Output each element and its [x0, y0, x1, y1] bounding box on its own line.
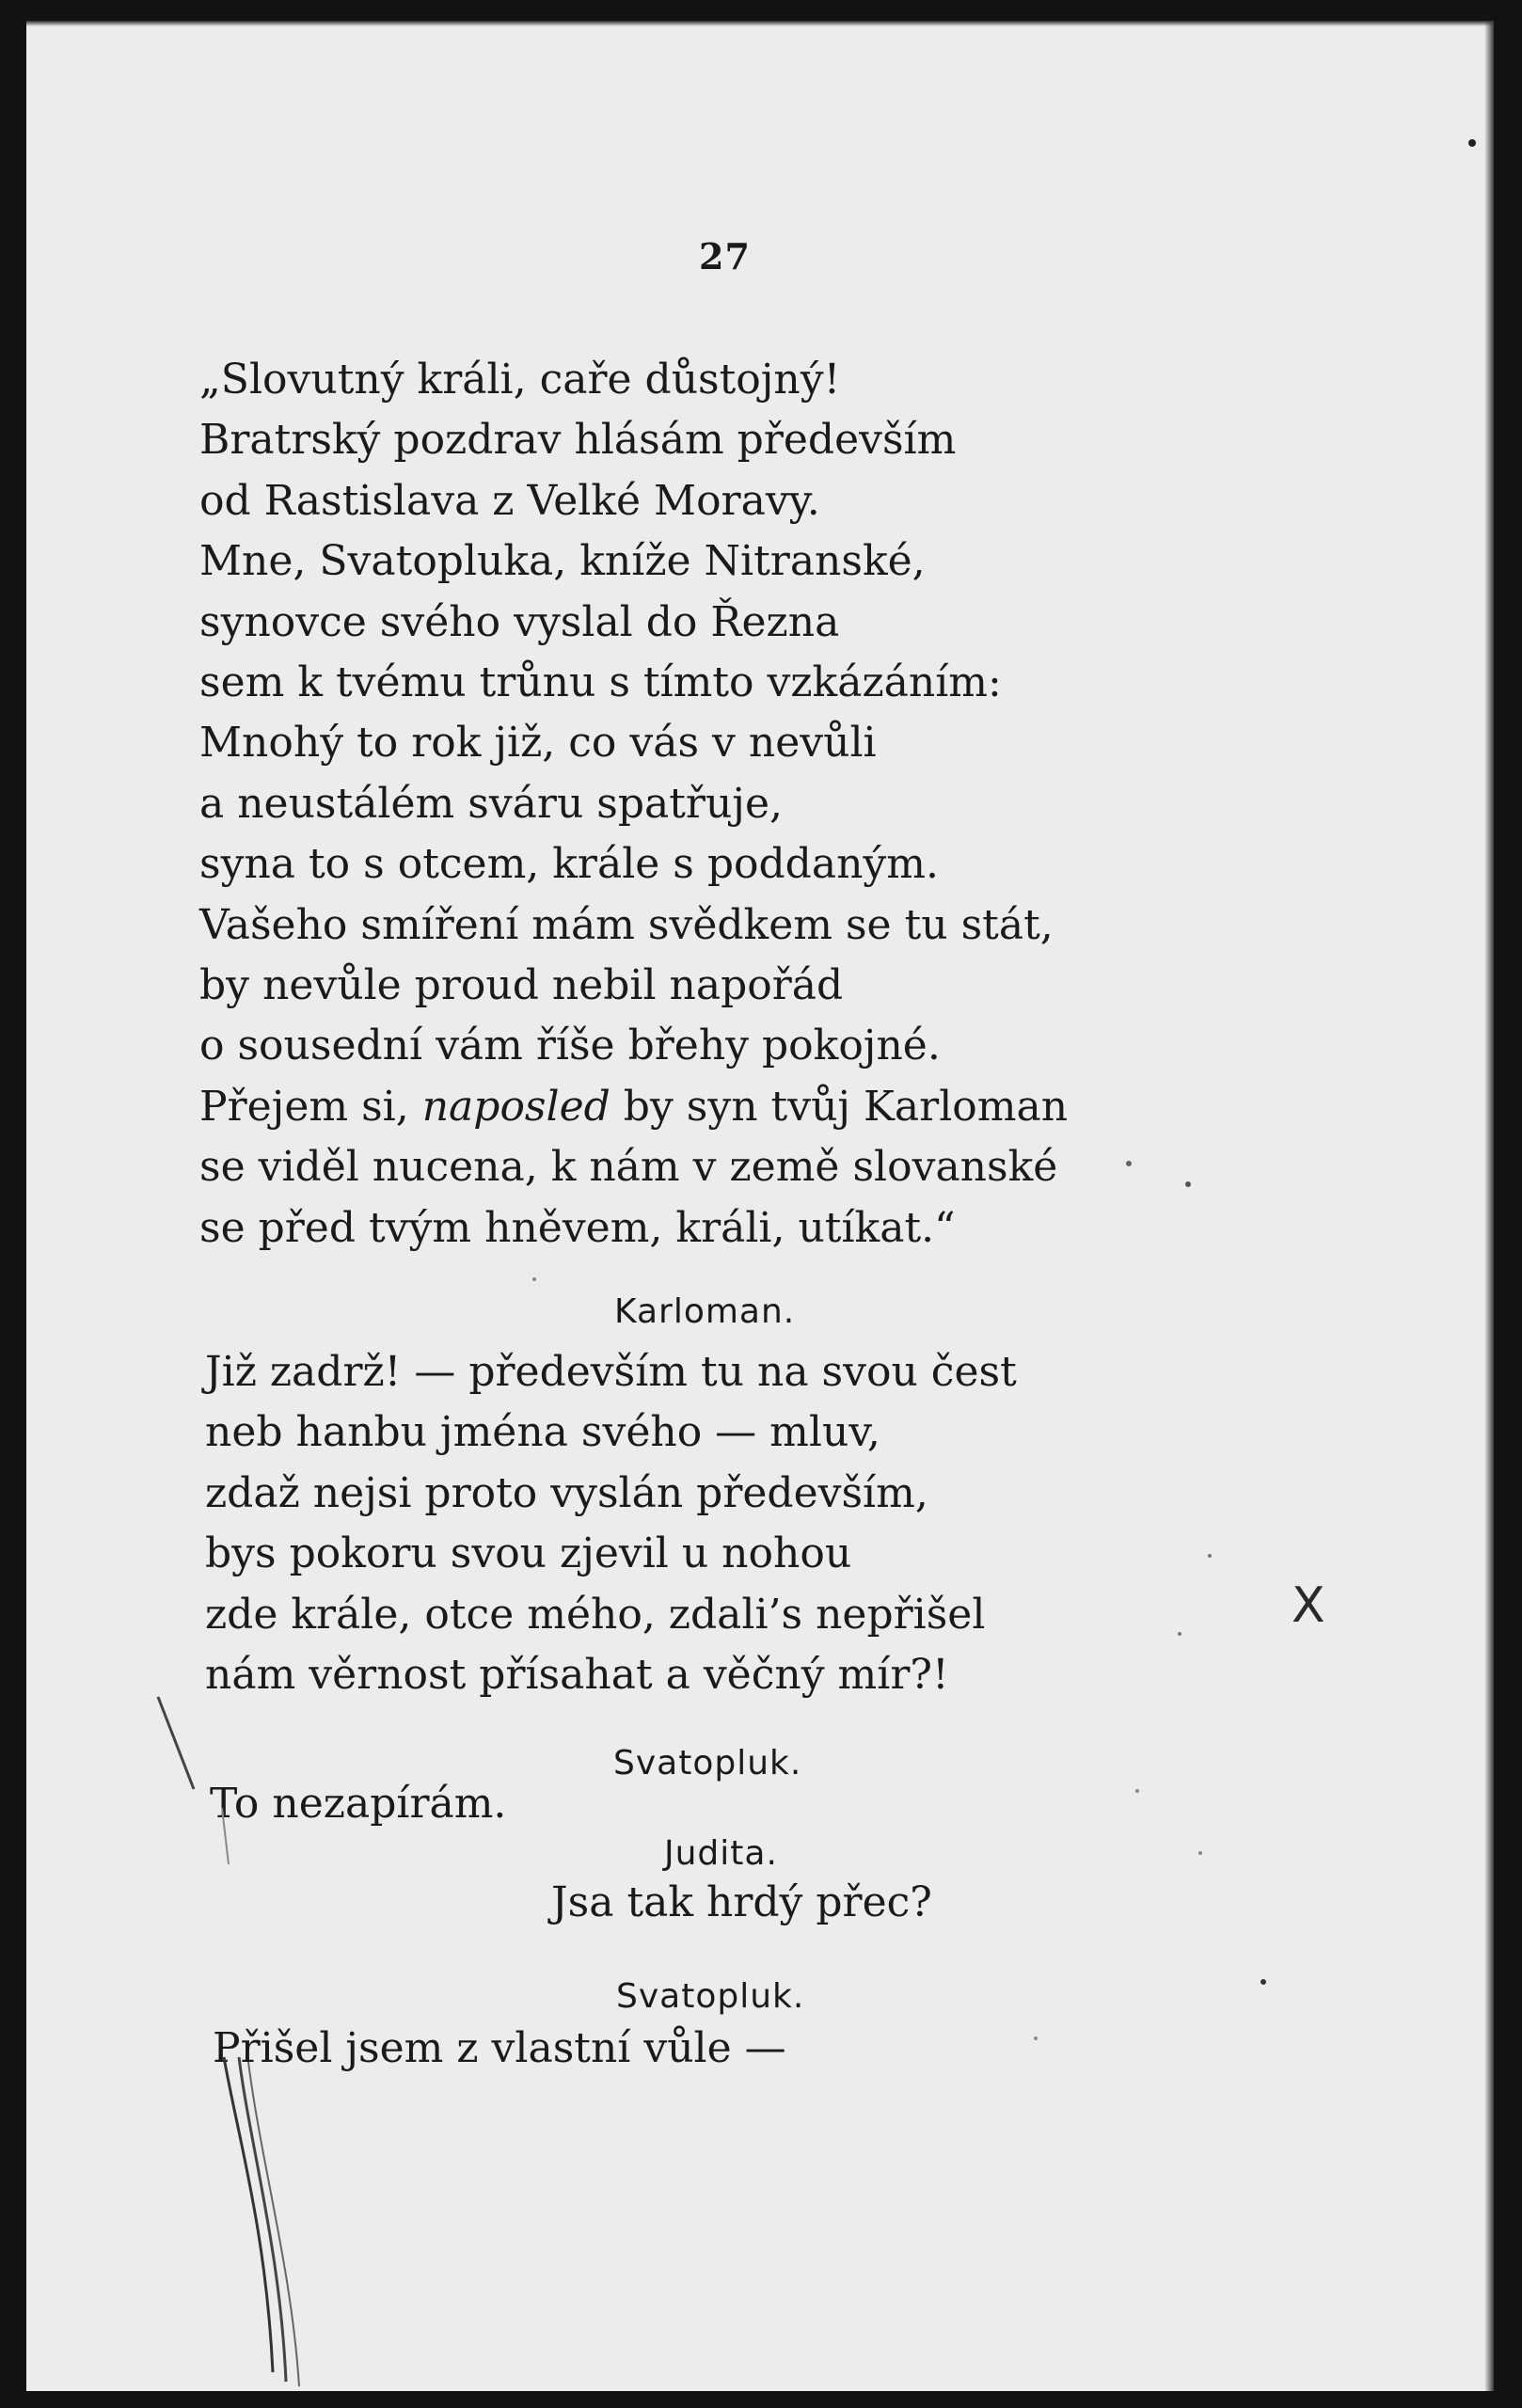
pencil-stroke	[224, 2057, 273, 2372]
speaker-name-judita: Judita.	[664, 1834, 778, 1873]
verse-text: Přejem si,	[199, 1082, 422, 1131]
emphasis-word: naposled	[421, 1082, 610, 1131]
speck	[1260, 1979, 1266, 1985]
speck	[1198, 1851, 1202, 1855]
speaker-name-svatopluk: Svatopluk.	[613, 1744, 802, 1782]
verse-line: by nevůle proud nebil napořád	[199, 961, 844, 1010]
speck	[532, 1277, 536, 1281]
verse-line-with-emphasis	[199, 1077, 1068, 1137]
scan-edge-right	[1484, 21, 1494, 2391]
speck	[1185, 1181, 1191, 1187]
speaker-name-karloman: Karloman.	[614, 1292, 796, 1331]
verse-line: zde krále, otce mého, zdali’s nepřišel	[205, 1590, 986, 1639]
verse-line: nám věrnost přísahat a věčný mír?!	[205, 1651, 949, 1700]
verse-text: by syn tvůj Karloman	[610, 1082, 1069, 1131]
verse-line: sem k tvému trůnu s tímto vzkázáním:	[199, 658, 1002, 707]
speck	[1208, 1554, 1212, 1558]
speck	[1126, 1161, 1132, 1166]
verse-line: o sousední vám říše břehy pokojné.	[199, 1022, 941, 1070]
verse-line: a neustálém sváru spatřuje,	[199, 779, 783, 828]
dialogue-line: Přišel jsem z vlastní vůle —	[213, 2024, 786, 2072]
verse-line: se viděl nucena, k nám v země slovanské	[199, 1143, 1058, 1192]
verse-line: bys pokoru svou zjevil u nohou	[205, 1529, 852, 1578]
pencil-stroke	[248, 2062, 299, 2386]
speaker-name-svatopluk: Svatopluk.	[616, 1977, 805, 2016]
book-page	[26, 21, 1494, 2391]
verse-line: synovce svého vyslal do Řezna	[199, 597, 840, 646]
verse-line: Již zadrž! — především tu na svou čest	[205, 1348, 1017, 1396]
verse-line: „Slovutný králi, caře důstojný!	[199, 356, 841, 404]
speck	[1135, 1789, 1139, 1793]
pencil-stroke	[158, 1697, 194, 1789]
speck	[1468, 139, 1476, 147]
verse-line: Mne, Svatopluka, kníže Nitranské,	[199, 537, 926, 586]
verse-block-karloman-speech	[205, 1342, 1017, 1705]
dialogue-line: To nezapírám.	[210, 1780, 507, 1828]
verse-line: Mnohý to rok již, co vás v nevůli	[199, 719, 877, 768]
verse-line: zdaž nejsi proto vyslán především,	[205, 1468, 928, 1517]
scan-edge-top	[26, 21, 1494, 26]
verse-line: Bratrský pozdrav hlásám především	[199, 416, 957, 465]
pencil-stroke	[239, 2057, 286, 2382]
verse-block-svatopluk-speech	[199, 350, 1068, 1259]
verse-line: neb hanbu jména svého — mluv,	[205, 1408, 880, 1457]
speck	[1034, 2036, 1038, 2040]
speck	[1178, 1632, 1181, 1636]
verse-line: Vašeho smíření mám svědkem se tu stát,	[199, 900, 1054, 949]
verse-line: se před tvým hněvem, králi, utíkat.“	[199, 1203, 956, 1252]
margin-annotation-mark: X	[1292, 1577, 1325, 1634]
dialogue-line: Jsa tak hrdý přec?	[551, 1878, 932, 1926]
page-number: 27	[699, 235, 751, 277]
verse-line: syna to s otcem, krále s poddaným.	[199, 840, 939, 889]
verse-line: od Rastislava z Velké Moravy.	[199, 476, 820, 525]
